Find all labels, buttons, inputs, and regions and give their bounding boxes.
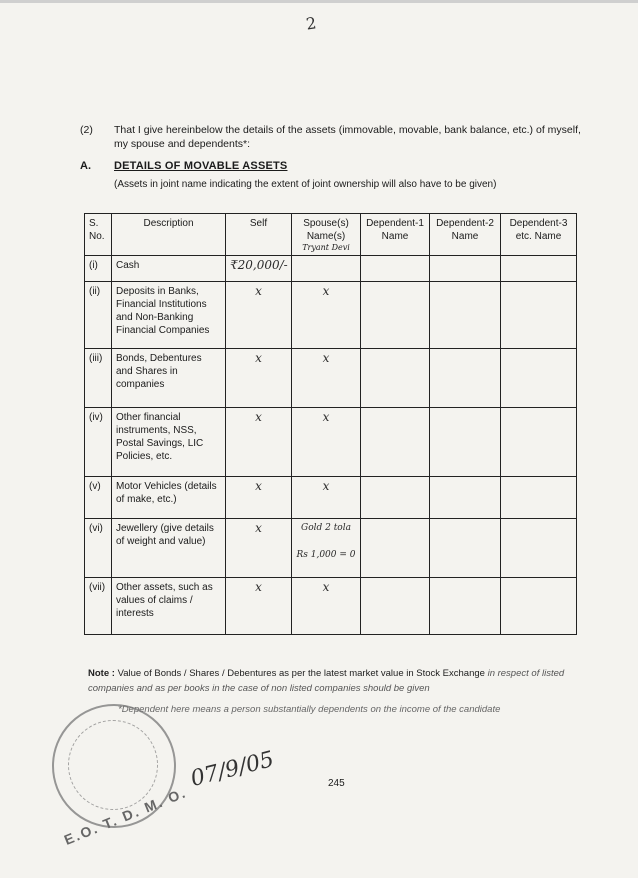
- row-sno: (iii): [85, 349, 112, 408]
- row-spouse-value: x: [292, 349, 361, 408]
- row-dependent-3: [501, 408, 577, 477]
- header-dependent-3: Dependent-3 etc. Name: [501, 214, 577, 256]
- row-dependent-1: [361, 349, 430, 408]
- row-dependent-2: [430, 578, 501, 635]
- row-dependent-2: [430, 408, 501, 477]
- row-description: Cash: [112, 256, 226, 282]
- row-spouse-value: x: [292, 477, 361, 519]
- row-description: Bonds, Debentures and Shares in companies: [112, 349, 226, 408]
- row-dependent-3: [501, 578, 577, 635]
- row-sno: (vii): [85, 578, 112, 635]
- row-dependent-1: [361, 408, 430, 477]
- row-spouse-value: x: [292, 578, 361, 635]
- row-dependent-3: [501, 282, 577, 349]
- table-row: [85, 349, 577, 408]
- spouse-handwritten-name: Tryant Devi: [302, 243, 350, 252]
- header-dependent-2: Dependent-2 Name: [430, 214, 501, 256]
- top-mark: 2: [304, 13, 318, 34]
- row-description: Deposits in Banks, Financial Institutions and Non-Banking Financial Companies: [112, 282, 226, 349]
- jewellery-value-note: Rs 1,000 = 0: [296, 550, 356, 560]
- row-sno: (iv): [85, 408, 112, 477]
- row-self-value: x: [226, 519, 292, 578]
- row-spouse-jewellery: [292, 519, 361, 578]
- row-sno: (v): [85, 477, 112, 519]
- table-row: [85, 519, 577, 578]
- section-letter: A.: [80, 160, 91, 172]
- handwritten-signature-date: 07/9/05: [188, 747, 277, 792]
- row-description: Other assets, such as values of claims / interests: [112, 578, 226, 635]
- table-row: [85, 578, 577, 635]
- row-dependent-1: [361, 256, 430, 282]
- section-subtitle: (Assets in joint name indicating the extent of joint ownership will also have to be given): [114, 179, 497, 190]
- stamp-lettering: E.O. T. D. M. O.: [61, 784, 190, 848]
- row-dependent-1: [361, 282, 430, 349]
- row-dependent-3: [501, 519, 577, 578]
- table-header-row: [85, 214, 577, 256]
- market-value-note: [88, 666, 593, 696]
- scan-edge: [0, 0, 638, 3]
- note-lead-text: Value of Bonds / Shares / Debentures as per the latest market value in Stock Exchange: [117, 668, 485, 679]
- row-dependent-3: [501, 349, 577, 408]
- row-description: Jewellery (give details of weight and value): [112, 519, 226, 578]
- page-number: 245: [328, 778, 345, 789]
- row-self-value: x: [226, 282, 292, 349]
- row-spouse-value: x: [292, 408, 361, 477]
- header-dependent-1: Dependent-1 Name: [361, 214, 430, 256]
- movable-assets-table: [84, 213, 577, 635]
- note-rest-text: in respect of listed companies and as per books in the case of non listed companies should be given: [88, 668, 565, 694]
- section-title: DETAILS OF MOVABLE ASSETS: [114, 160, 288, 172]
- table-row: [85, 282, 577, 349]
- row-spouse-value: x: [292, 282, 361, 349]
- row-description: Motor Vehicles (details of make, etc.): [112, 477, 226, 519]
- row-dependent-2: [430, 519, 501, 578]
- header-spouse: [292, 214, 361, 256]
- row-dependent-1: [361, 477, 430, 519]
- row-sno: (ii): [85, 282, 112, 349]
- row-dependent-3: [501, 477, 577, 519]
- row-self-value: x: [226, 477, 292, 519]
- note-label: Note :: [88, 668, 115, 679]
- row-dependent-1: [361, 519, 430, 578]
- header-sno: S. No.: [85, 214, 112, 256]
- header-self: Self: [226, 214, 292, 256]
- header-spouse-label: Spouse(s) Name(s): [303, 218, 349, 242]
- row-dependent-2: [430, 349, 501, 408]
- table-row: [85, 256, 577, 282]
- row-dependent-2: [430, 282, 501, 349]
- row-sno: (i): [85, 256, 112, 282]
- header-description: Description: [112, 214, 226, 256]
- row-dependent-3: [501, 256, 577, 282]
- row-dependent-2: [430, 477, 501, 519]
- row-self-value: x: [226, 349, 292, 408]
- row-description: Other financial instruments, NSS, Postal Savings, LIC Policies, etc.: [112, 408, 226, 477]
- table-row: [85, 408, 577, 477]
- row-self-value: x: [226, 578, 292, 635]
- intro-text: That I give hereinbelow the details of the assets (immovable, movable, bank balance, etc.) of myself, my spouse and dependents*:: [114, 124, 581, 150]
- row-self-value: x: [226, 408, 292, 477]
- jewellery-gold-note: Gold 2 tola: [301, 523, 351, 533]
- row-self-value: ₹20,000/-: [226, 256, 292, 282]
- table-row: [85, 477, 577, 519]
- intro-number: (2): [80, 124, 93, 136]
- stamp-inner-ring: [68, 720, 158, 810]
- row-dependent-2: [430, 256, 501, 282]
- row-dependent-1: [361, 578, 430, 635]
- row-spouse-value: [292, 256, 361, 282]
- row-sno: (vi): [85, 519, 112, 578]
- dependent-footnote: *Dependent here means a person substantially dependents on the income of the candidate: [118, 704, 501, 715]
